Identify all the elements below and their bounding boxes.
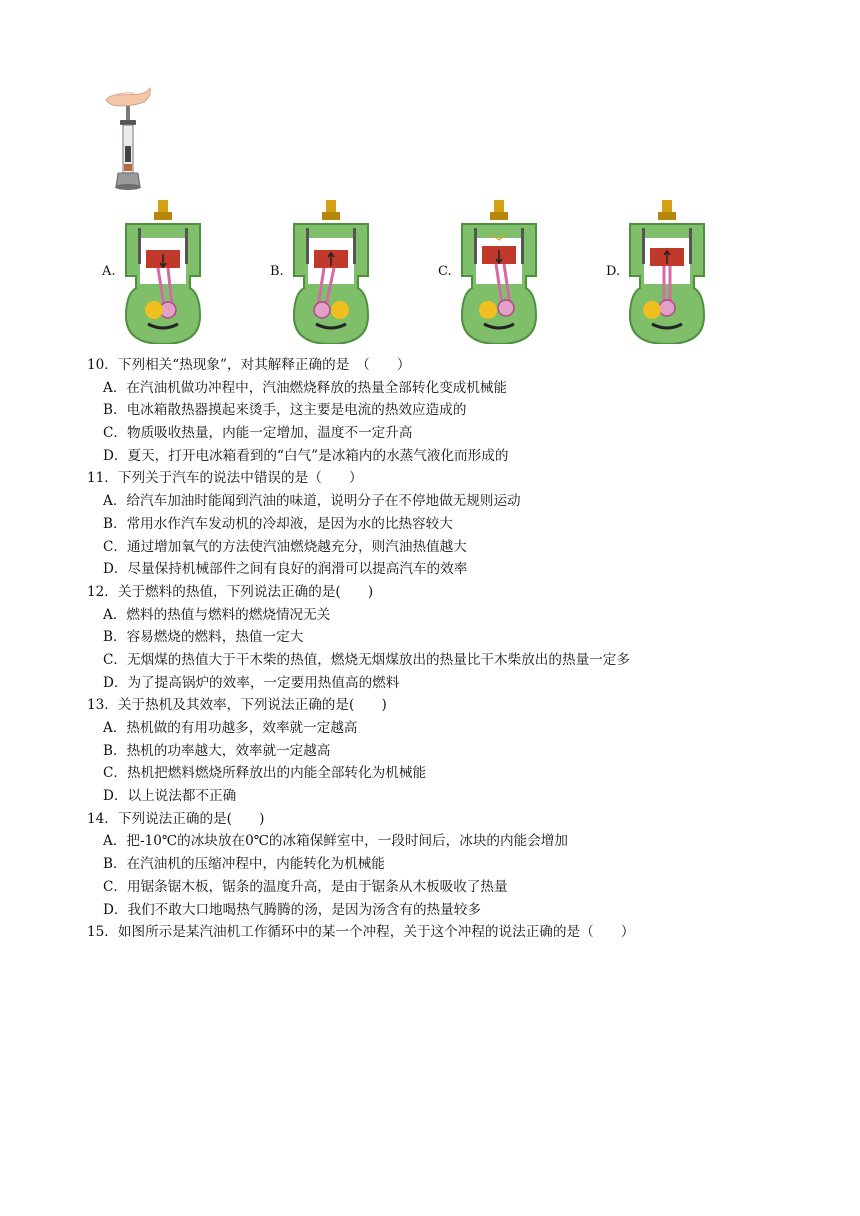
option-a: A．在汽油机做功冲程中，汽油燃烧释放的热量全部转化变成机械能 [103, 379, 508, 396]
option-d: D．为了提高锅炉的效率，一定要用热值高的燃料 [103, 674, 400, 691]
engine-diagram-a [120, 198, 206, 344]
engine-label-c: C. [438, 264, 452, 279]
question-13 [87, 694, 827, 807]
engine-option-c [436, 198, 586, 346]
question-stem: 13．关于热机及其效率，下列说法正确的是( ) [87, 697, 387, 714]
question-11 [87, 467, 827, 580]
option-d: D．夏天，打开电冰箱看到的“白气”是冰箱内的水蒸气液化而形成的 [103, 447, 509, 464]
option-b: B．常用水作汽车发动机的冷却液，是因为水的比热容较大 [103, 515, 453, 532]
option-d: D．以上说法都不正确 [103, 788, 237, 805]
option-a: A．热机做的有用功越多，效率就一定越高 [103, 720, 358, 736]
engine-option-a [100, 198, 250, 346]
option-d: D．尽量保持机械部件之间有良好的润滑可以提高汽车的效率 [103, 561, 468, 578]
engine-label-b: B. [270, 264, 284, 279]
question-15 [87, 921, 827, 944]
air-compression-apparatus-figure [104, 86, 154, 192]
option-c: C．热机把燃料燃烧所释放出的内能全部转化为机械能 [103, 765, 427, 782]
option-c: C．用锯条锯木板，锯条的温度升高，是由于锯条从木板吸收了热量 [103, 878, 508, 895]
engine-diagram-d [624, 198, 710, 344]
option-c: C．通过增加氧气的方法使汽油燃烧越充分，则汽油热值越大 [103, 538, 467, 555]
option-b: B．容易燃烧的燃料，热值一定大 [103, 629, 304, 646]
option-b: B．热机的功率越大，效率就一定越高 [103, 742, 331, 759]
option-a: A．把-10℃的冰块放在0℃的冰箱保鲜室中，一段时间后，冰块的内能会增加 [103, 833, 568, 850]
question-stem: 14．下列说法正确的是( ) [87, 810, 265, 827]
question-stem: 12．关于燃料的热值，下列说法正确的是( ) [87, 583, 374, 600]
option-c: C．无烟煤的热值大于干木柴的热值，燃烧无烟煤放出的热量比干木柴放出的热量一定多 [103, 651, 630, 668]
option-a: A．给汽车加油时能闻到汽油的味道，说明分子在不停地做无规则运动 [103, 493, 521, 510]
option-a: A．燃料的热值与燃料的燃烧情况无关 [103, 606, 331, 623]
option-b: B．在汽油机的压缩冲程中，内能转化为机械能 [103, 856, 385, 873]
question-10 [87, 354, 827, 467]
question-list [87, 354, 827, 944]
engine-option-d [604, 198, 754, 346]
engine-diagram-b [288, 198, 374, 344]
option-d: D．我们不敢大口地喝热气腾腾的汤，是因为汤含有的热量较多 [103, 901, 481, 918]
question-stem: 15．如图所示是某汽油机工作循环中的某一个冲程，关于这个冲程的说法正确的是（ ） [87, 924, 635, 941]
question-14 [87, 808, 827, 921]
engine-label-d: D. [606, 264, 621, 279]
engine-diagram-c [456, 198, 542, 344]
engine-label-a: A. [102, 264, 116, 279]
question-12 [87, 581, 827, 694]
question-stem: 11．下列关于汽车的说法中错误的是（ ） [87, 470, 363, 487]
option-c: C．物质吸收热量，内能一定增加，温度不一定升高 [103, 425, 413, 442]
option-b: B．电冰箱散热器摸起来烫手，这主要是电流的热效应造成的 [103, 402, 467, 419]
engine-option-b [268, 198, 418, 346]
engine-stroke-figures [100, 198, 740, 346]
question-stem: 10．下列相关“热现象”，对其解释正确的是 （ ） [87, 357, 411, 373]
